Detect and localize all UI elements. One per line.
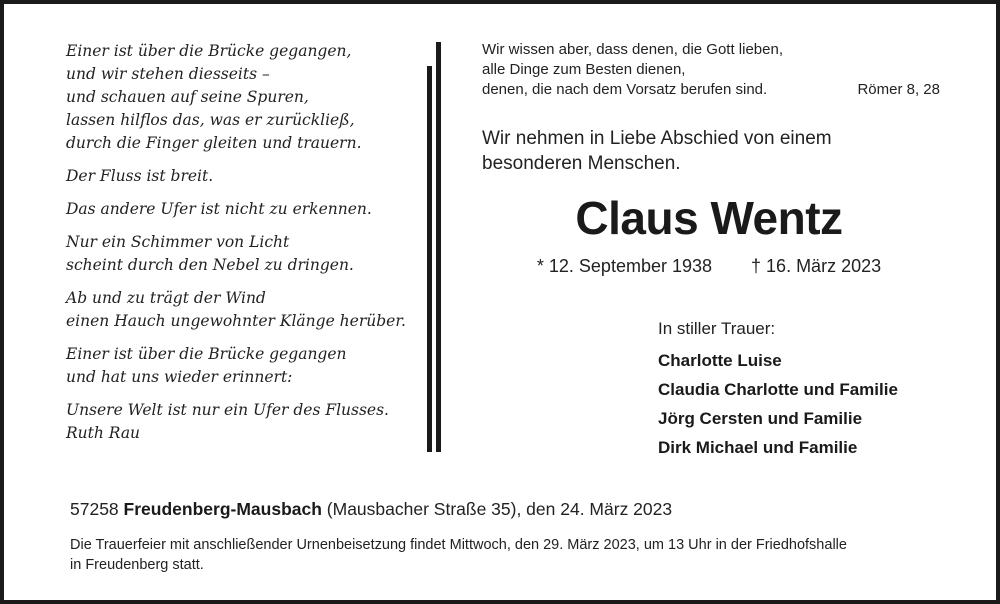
mourner-name: Claudia Charlotte und Familie xyxy=(658,380,898,399)
vertical-divider xyxy=(427,66,432,452)
vertical-divider xyxy=(436,42,441,452)
notice-line: in Freudenberg statt. xyxy=(70,557,204,573)
verse-reference: Römer 8, 28 xyxy=(857,81,940,98)
poem-stanza xyxy=(66,343,416,389)
mourner-name: Dirk Michael und Familie xyxy=(658,438,858,457)
mourners-label: In stiller Trauer: xyxy=(658,319,776,338)
notice-line: Die Trauerfeier mit anschließender Urnenbeisetzung findet Mittwoch, den 29. März 2023, um 13 Uhr in der Friedhofshalle xyxy=(70,537,847,553)
verse-line: alle Dinge zum Besten dienen, xyxy=(482,61,686,78)
verse-line: Wir wissen aber, dass denen, die Gott lieben, xyxy=(482,41,783,58)
poem-line: Das andere Ufer ist nicht zu erkennen. xyxy=(66,200,372,218)
poem-stanza xyxy=(66,165,416,188)
poem-line: und wir stehen diesseits – xyxy=(66,65,270,83)
poem-line: Unsere Welt ist nur ein Ufer des Flusses. xyxy=(66,401,389,419)
mourner-name: Jörg Cersten und Familie xyxy=(658,409,863,428)
poem-line: und schauen auf seine Spuren, xyxy=(66,88,309,106)
poem-line: Einer ist über die Brücke gegangen, xyxy=(66,42,352,60)
poem-line: lassen hilflos das, was er zurückließ, xyxy=(66,111,355,129)
poem-stanza xyxy=(66,198,416,221)
poem-line: Einer ist über die Brücke gegangen xyxy=(66,345,347,363)
poem-stanza xyxy=(66,399,416,445)
poem-stanza xyxy=(66,231,416,277)
address-and-date: (Mausbacher Straße 35), den 24. März 2023 xyxy=(326,499,673,519)
deceased-name: Claus Wentz xyxy=(575,192,843,244)
town: Freudenberg-Mausbach xyxy=(123,499,322,519)
postcode: 57258 xyxy=(70,499,119,519)
bible-verse xyxy=(482,40,942,100)
poem-line: scheint durch den Nebel zu dringen. xyxy=(66,256,354,274)
farewell-line: besonderen Menschen. xyxy=(482,153,681,174)
poem-line: Ab und zu trägt der Wind xyxy=(66,289,266,307)
death-date: † 16. März 2023 xyxy=(751,256,882,276)
poem-line: und hat uns wieder erinnert: xyxy=(66,368,293,386)
farewell-line: Wir nehmen in Liebe Abschied von einem xyxy=(482,128,832,149)
poem-stanza xyxy=(66,287,416,333)
place-and-date xyxy=(70,497,950,521)
poem-line: einen Hauch ungewohnter Klänge herüber. xyxy=(66,312,406,330)
funeral-notice xyxy=(70,535,950,575)
farewell-text xyxy=(482,126,942,176)
poem-stanza xyxy=(66,40,416,155)
poem xyxy=(66,40,416,455)
poem-line: Der Fluss ist breit. xyxy=(66,167,214,185)
mourners-list xyxy=(658,316,958,462)
poem-line: durch die Finger gleiten und trauern. xyxy=(66,134,362,152)
verse-line: denen, die nach dem Vorsatz berufen sind. xyxy=(482,81,768,98)
life-dates xyxy=(474,254,944,278)
poem-author: Ruth Rau xyxy=(66,424,141,442)
mourner-name: Charlotte Luise xyxy=(658,351,782,370)
birth-date: * 12. September 1938 xyxy=(536,256,713,276)
poem-line: Nur ein Schimmer von Licht xyxy=(66,233,290,251)
